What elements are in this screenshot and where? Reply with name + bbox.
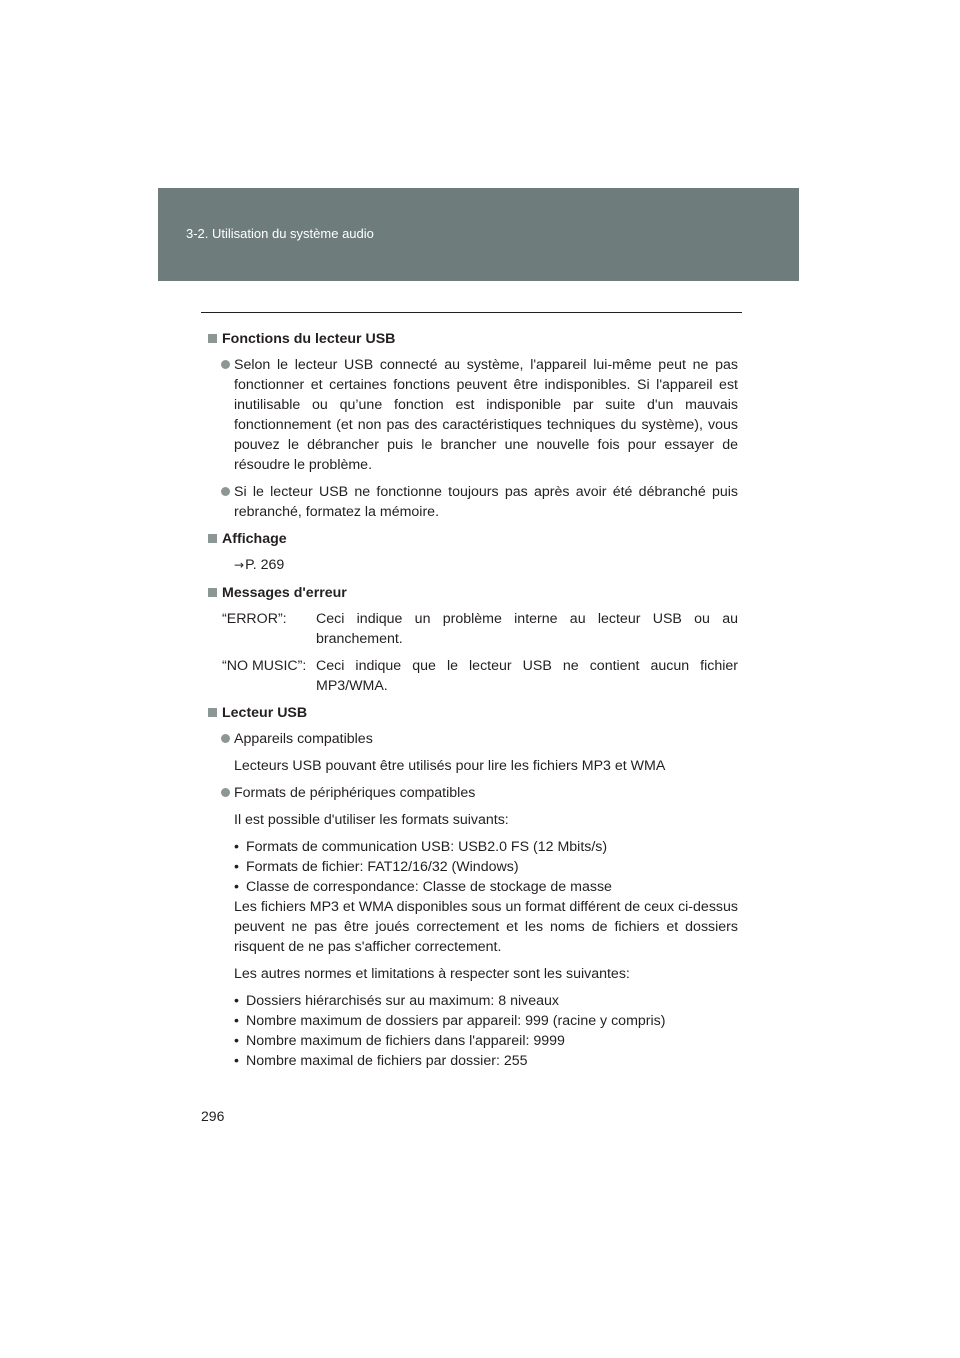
error-code: “NO MUSIC”: (222, 658, 307, 674)
heading-text: Affichage (222, 531, 287, 547)
list-item-text: Nombre maximum de fichiers dans l'appareil: 9999 (246, 1033, 565, 1049)
circle-bullet-icon (221, 734, 230, 743)
bullet-item (208, 729, 738, 749)
error-code: “ERROR”: (222, 611, 287, 627)
page-content (208, 325, 738, 1071)
section-title: 3-2. Utilisation du système audio (186, 226, 374, 241)
heading-text: Fonctions du lecteur USB (222, 331, 396, 347)
paragraph: Lecteurs USB pouvant être utilisés pour lire les fichiers MP3 et WMA (234, 758, 666, 774)
paragraph: Il est possible d'utiliser les formats suivants: (234, 812, 509, 828)
circle-bullet-icon (221, 487, 230, 496)
circle-bullet-icon (221, 788, 230, 797)
square-bullet-icon (208, 534, 217, 543)
list-item: • Dossiers hiérarchisés sur au maximum: 8 niveaux (234, 993, 560, 1009)
bullet-text: Appareils compatibles (234, 731, 373, 747)
list-item-text: Formats de fichier: FAT12/16/32 (Windows) (246, 859, 519, 875)
list-item-text: Nombre maximal de fichiers par dossier: 255 (246, 1053, 528, 1069)
list-item: • Formats de fichier: FAT12/16/32 (Windows) (234, 859, 519, 875)
bullet-item (208, 783, 738, 803)
page-reference[interactable] (208, 555, 738, 575)
limits-list (208, 991, 738, 1071)
heading-usb-player (208, 703, 738, 723)
square-bullet-icon (208, 708, 217, 717)
heading-usb-functions (208, 329, 738, 349)
bullet-text: Formats de périphériques compatibles (234, 785, 476, 801)
error-description: Ceci indique que le lecteur USB ne contient aucun fichier MP3/WMA. (316, 658, 738, 694)
header-divider (201, 312, 742, 313)
bullet-text: Si le lecteur USB ne fonctionne toujours pas après avoir été débranché puis rebranché, formatez la mémoire. (234, 484, 738, 520)
heading-display (208, 529, 738, 549)
bullet-text: Selon le lecteur USB connecté au système, l'appareil lui-même peut ne pas fonctionner et certaines fonctions peuvent être indisponibles. Si l'appareil est inutilisable ou qu’une fonction est indisponible par suite d'un mauvais fonctionnement (et non pas des caractéristiques techniques du système), vous pouvez le débrancher puis le brancher une nouvelle fois pour essayer de résoudre le problème. (234, 357, 738, 473)
bullet-item (208, 482, 738, 522)
page-number: 296 (201, 1108, 225, 1124)
section-header-band (158, 188, 799, 281)
list-item-text: Dossiers hiérarchisés sur au maximum: 8 niveaux (246, 993, 560, 1009)
arrow-right-icon: → (234, 558, 245, 572)
list-item: • Formats de communication USB: USB2.0 FS (12 Mbits/s) (234, 839, 608, 855)
list-item-text: Formats de communication USB: USB2.0 FS (12 Mbits/s) (246, 839, 608, 855)
paragraph: Les fichiers MP3 et WMA disponibles sous un format différent de ceux ci-dessus peuvent ne pas être joués correctement et les noms de fichiers et dossiers risquent de ne pas s'afficher correctement. (234, 899, 738, 955)
square-bullet-icon (208, 334, 217, 343)
circle-bullet-icon (221, 360, 230, 369)
list-item-text: Classe de correspondance: Classe de stockage de masse (246, 879, 612, 895)
bullet-item (208, 355, 738, 475)
paragraph: Les autres normes et limitations à respecter sont les suivantes: (234, 966, 630, 982)
error-description: Ceci indique un problème interne au lecteur USB ou au branchement. (316, 611, 738, 647)
heading-error-messages (208, 583, 738, 603)
list-item: • Nombre maximum de fichiers dans l'appareil: 9999 (234, 1033, 565, 1049)
list-item: • Nombre maximum de dossiers par appareil: 999 (racine y compris) (234, 1013, 666, 1029)
error-message-row (208, 656, 738, 696)
list-item-text: Nombre maximum de dossiers par appareil: 999 (racine y compris) (246, 1013, 666, 1029)
page-reference-text: P. 269 (245, 557, 285, 573)
heading-text: Messages d'erreur (222, 585, 347, 601)
heading-text: Lecteur USB (222, 705, 308, 721)
square-bullet-icon (208, 588, 217, 597)
formats-list (208, 837, 738, 897)
list-item: • Classe de correspondance: Classe de stockage de masse (234, 879, 612, 895)
list-item: • Nombre maximal de fichiers par dossier: 255 (234, 1053, 528, 1069)
error-message-row (208, 609, 738, 649)
